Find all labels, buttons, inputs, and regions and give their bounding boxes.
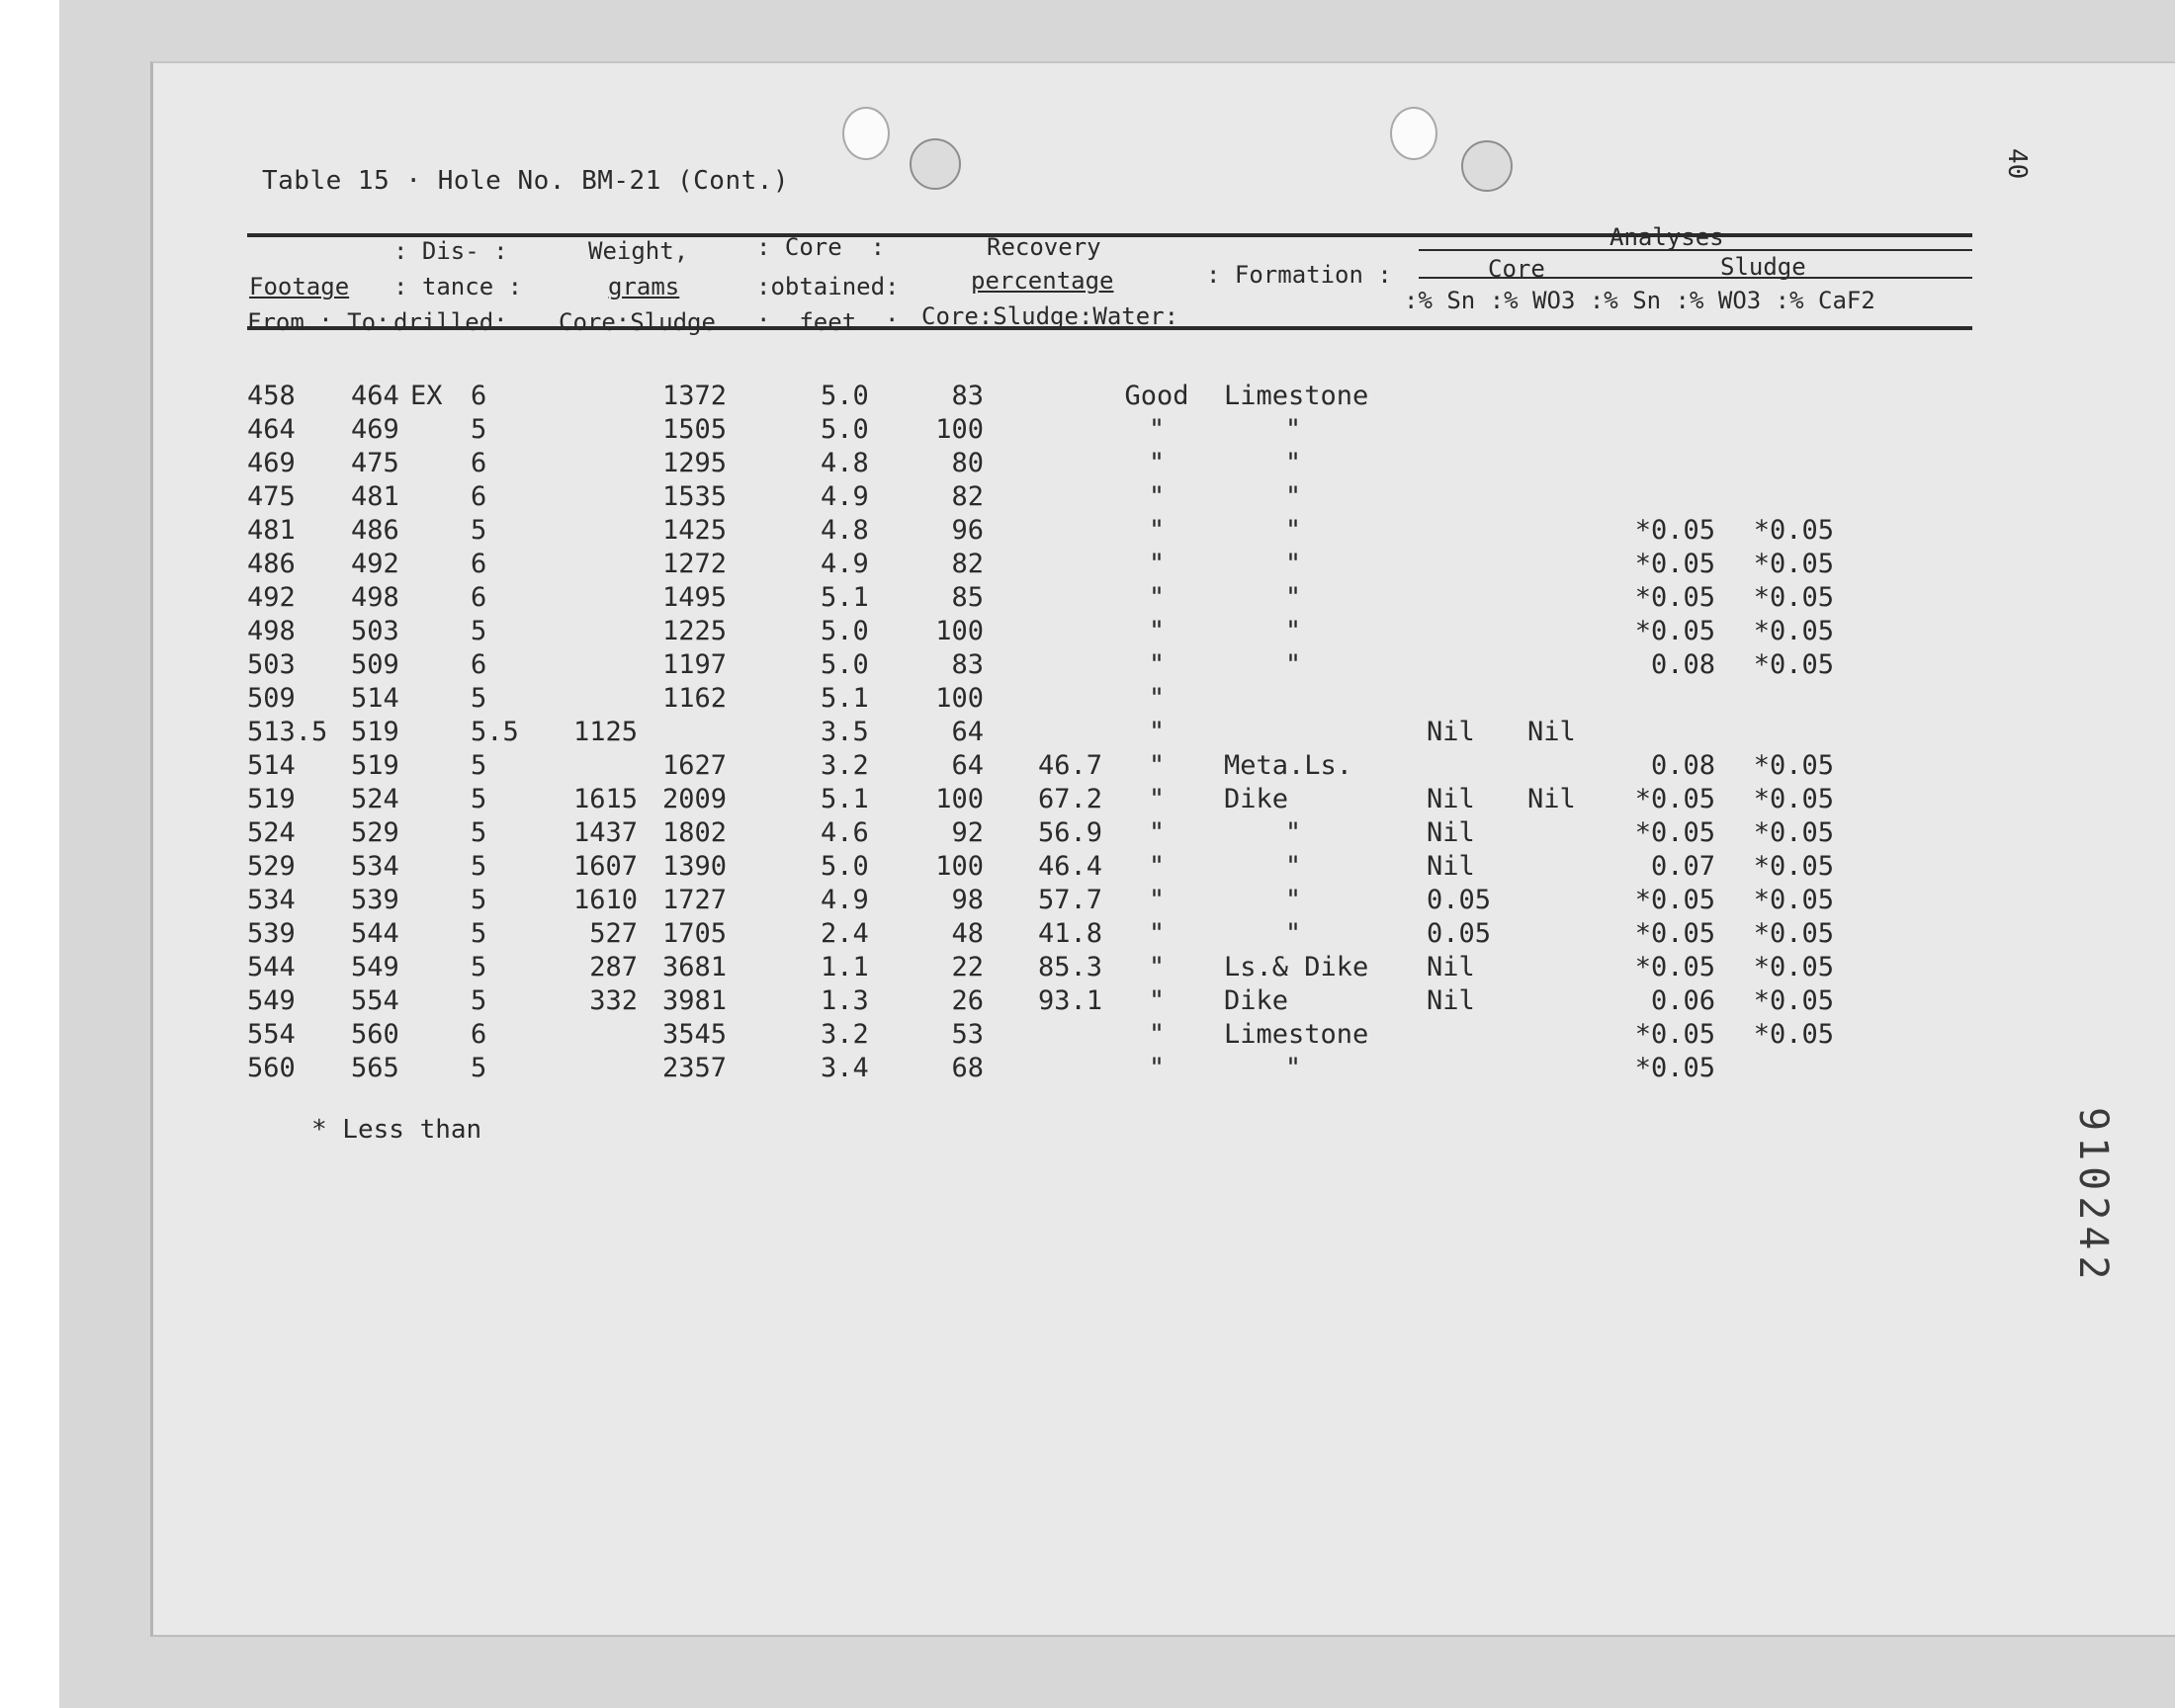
cell-core-sn: Nil (1427, 952, 1475, 982)
cell-water: " (1148, 549, 1166, 579)
cell-water: " (1148, 885, 1166, 915)
cell-to: 519 (351, 717, 399, 747)
cell-sludge-w: 1295 (661, 448, 727, 478)
cell-water: " (1148, 481, 1166, 512)
cell-core-sn: Nil (1427, 817, 1475, 848)
cell-sludge-w: 3545 (661, 1019, 727, 1050)
cell-to: 486 (351, 515, 399, 546)
cell-water: " (1148, 649, 1166, 680)
cell-sl-wo3: *0.05 (1753, 952, 1834, 982)
cell-feet: 4.6 (821, 817, 869, 848)
header-footage: Footage (249, 273, 350, 300)
cell-core-r: 80 (951, 448, 984, 478)
cell-dist: 5 (471, 750, 487, 781)
cell-formation: " (1284, 817, 1302, 848)
cell-sl-wo3: *0.05 (1753, 885, 1834, 915)
cell-to: 503 (351, 616, 399, 646)
cell-sludge-r: 93.1 (1037, 985, 1102, 1016)
cell-sl-wo3: *0.05 (1753, 784, 1834, 814)
footnote: * Less than (311, 1115, 482, 1145)
cell-sl-sn: *0.05 (1634, 784, 1715, 814)
cell-feet: 5.1 (821, 784, 869, 814)
cell-to: 565 (351, 1053, 399, 1083)
cell-feet: 5.0 (821, 616, 869, 646)
cell-formation: Limestone (1224, 381, 1369, 411)
cell-sludge-r: 46.7 (1037, 750, 1102, 781)
hole-number: Hole No. BM-21 (Cont.) (437, 166, 790, 196)
cell-water: " (1148, 1019, 1166, 1050)
cell-sl-sn: *0.05 (1634, 817, 1715, 848)
cell-to: 534 (351, 851, 399, 882)
cell-dist: 5 (471, 515, 487, 546)
cell-from: 544 (247, 952, 296, 982)
cell-to: 464 (351, 381, 399, 411)
cell-sludge-r: 57.7 (1037, 885, 1102, 915)
cell-from: 529 (247, 851, 296, 882)
cell-sl-wo3: *0.05 (1753, 649, 1834, 680)
cell-formation: Ls.& Dike (1224, 952, 1369, 982)
cell-sludge-r: 46.4 (1037, 851, 1102, 882)
cell-from: 458 (247, 381, 296, 411)
cell-feet: 4.9 (821, 885, 869, 915)
cell-dist: 6 (471, 1019, 487, 1050)
cell-core-r: 100 (935, 616, 984, 646)
cell-sl-sn: *0.05 (1634, 549, 1715, 579)
header-distance-1: : Dis- : (393, 237, 508, 265)
header-distance-2: : tance : (393, 273, 523, 300)
cell-sludge-w: 1495 (661, 582, 727, 613)
cell-core-wo3: Nil (1527, 784, 1576, 814)
header-analyses: Analyses (1610, 223, 1724, 251)
punch-hole (842, 107, 890, 160)
cell-from: 503 (247, 649, 296, 680)
cell-feet: 4.9 (821, 481, 869, 512)
cell-formation: Meta.Ls. (1224, 750, 1353, 781)
header-core-2: :obtained: (756, 273, 900, 300)
cell-dist: 6 (471, 649, 487, 680)
cell-dist: 5 (471, 817, 487, 848)
cell-sl-sn: 0.08 (1650, 649, 1715, 680)
cell-sl-sn: *0.05 (1634, 1053, 1715, 1083)
punch-mark (910, 138, 961, 190)
cell-core-r: 82 (951, 481, 984, 512)
cell-core-r: 64 (951, 750, 984, 781)
cell-core-r: 100 (935, 784, 984, 814)
cell-formation: " (1284, 918, 1302, 949)
cell-sl-wo3: *0.05 (1753, 750, 1834, 781)
cell-formation: " (1284, 549, 1302, 579)
cell-water: " (1148, 1053, 1166, 1083)
cell-core-r: 22 (951, 952, 984, 982)
cell-feet: 5.1 (821, 582, 869, 613)
cell-core-w: 287 (589, 952, 638, 982)
cell-core-r: 98 (951, 885, 984, 915)
cell-feet: 2.4 (821, 918, 869, 949)
cell-water: " (1148, 952, 1166, 982)
header-recovery-3: Core:Sludge:Water: (921, 302, 1179, 330)
cell-core-r: 83 (951, 381, 984, 411)
cell-sl-sn: *0.05 (1634, 918, 1715, 949)
cell-sl-wo3: *0.05 (1753, 851, 1834, 882)
cell-dist: 6 (471, 549, 487, 579)
cell-water: " (1148, 717, 1166, 747)
cell-to: 492 (351, 549, 399, 579)
cell-feet: 5.1 (821, 683, 869, 714)
header-weight-2: grams (608, 273, 680, 300)
cell-sl-sn: *0.05 (1634, 952, 1715, 982)
cell-to: 549 (351, 952, 399, 982)
cell-water: " (1148, 851, 1166, 882)
cell-sludge-w: 1390 (661, 851, 727, 882)
cell-core-sn: Nil (1427, 985, 1475, 1016)
cell-sl-wo3: *0.05 (1753, 515, 1834, 546)
cell-to: 529 (351, 817, 399, 848)
cell-sl-sn: *0.05 (1634, 582, 1715, 613)
cell-core-sn: Nil (1427, 784, 1475, 814)
cell-core-sn: 0.05 (1427, 885, 1492, 915)
cell-sl-wo3: *0.05 (1753, 582, 1834, 613)
cell-sl-sn: *0.05 (1634, 1019, 1715, 1050)
cell-dist: 5 (471, 1053, 487, 1083)
cell-water: Good (1124, 381, 1189, 411)
header-distance-3: drilled: (393, 308, 508, 336)
cell-sl-sn: 0.06 (1650, 985, 1715, 1016)
cell-sludge-r: 67.2 (1037, 784, 1102, 814)
cell-from: 475 (247, 481, 296, 512)
cell-from: 549 (247, 985, 296, 1016)
page-number: 40 (2002, 148, 2032, 180)
cell-dist: 6 (471, 481, 487, 512)
cell-to: 554 (351, 985, 399, 1016)
cell-from: 513.5 (247, 717, 328, 747)
cell-from: 492 (247, 582, 296, 613)
table-title: Table 15 · Hole No. BM-21 (Cont.) (262, 166, 790, 196)
cell-sl-sn: 0.08 (1650, 750, 1715, 781)
cell-core-sn: Nil (1427, 717, 1475, 747)
cell-sl-wo3: *0.05 (1753, 918, 1834, 949)
cell-formation: Limestone (1224, 1019, 1369, 1050)
cell-sludge-w: 1802 (661, 817, 727, 848)
header-recovery-2: percentage (971, 267, 1114, 295)
cell-core-wo3: Nil (1527, 717, 1576, 747)
cell-core-w: 1615 (572, 784, 638, 814)
cell-from: 469 (247, 448, 296, 478)
cell-water: " (1148, 515, 1166, 546)
cell-from: 534 (247, 885, 296, 915)
cell-feet: 4.9 (821, 549, 869, 579)
cell-core-r: 100 (935, 414, 984, 445)
cell-sl-wo3: *0.05 (1753, 817, 1834, 848)
cell-core-w: 527 (589, 918, 638, 949)
cell-feet: 3.4 (821, 1053, 869, 1083)
cell-sludge-w: 1197 (661, 649, 727, 680)
cell-formation: " (1284, 616, 1302, 646)
cell-sl-sn: 0.07 (1650, 851, 1715, 882)
cell-water: " (1148, 750, 1166, 781)
cell-feet: 1.3 (821, 985, 869, 1016)
cell-from: 524 (247, 817, 296, 848)
cell-sludge-w: 1535 (661, 481, 727, 512)
cell-sludge-w: 1705 (661, 918, 727, 949)
cell-sludge-w: 1225 (661, 616, 727, 646)
cell-sludge-w: 1162 (661, 683, 727, 714)
cell-dist: 6 (471, 381, 487, 411)
cell-formation: Dike (1224, 985, 1289, 1016)
cell-feet: 5.0 (821, 414, 869, 445)
cell-feet: 5.0 (821, 381, 869, 411)
cell-sludge-w: 1372 (661, 381, 727, 411)
cell-bit: EX (410, 381, 443, 411)
cell-dist: 5 (471, 985, 487, 1016)
cell-formation: " (1284, 851, 1302, 882)
cell-water: " (1148, 448, 1166, 478)
cell-to: 514 (351, 683, 399, 714)
cell-core-r: 68 (951, 1053, 984, 1083)
cell-sludge-w: 3981 (661, 985, 727, 1016)
cell-from: 560 (247, 1053, 296, 1083)
cell-feet: 3.2 (821, 750, 869, 781)
cell-from: 514 (247, 750, 296, 781)
cell-feet: 5.0 (821, 649, 869, 680)
cell-to: 519 (351, 750, 399, 781)
cell-water: " (1148, 918, 1166, 949)
cell-core-r: 83 (951, 649, 984, 680)
cell-from: 539 (247, 918, 296, 949)
cell-sludge-w: 1627 (661, 750, 727, 781)
cell-dist: 5 (471, 784, 487, 814)
cell-to: 481 (351, 481, 399, 512)
cell-to: 544 (351, 918, 399, 949)
cell-from: 498 (247, 616, 296, 646)
cell-core-r: 53 (951, 1019, 984, 1050)
cell-core-r: 64 (951, 717, 984, 747)
cell-core-r: 82 (951, 549, 984, 579)
cell-sludge-r: 41.8 (1037, 918, 1102, 949)
cell-to: 560 (351, 1019, 399, 1050)
cell-from: 509 (247, 683, 296, 714)
cell-core-r: 92 (951, 817, 984, 848)
cell-to: 469 (351, 414, 399, 445)
cell-formation: " (1284, 515, 1302, 546)
cell-dist: 6 (471, 582, 487, 613)
cell-from: 481 (247, 515, 296, 546)
cell-core-sn: Nil (1427, 851, 1475, 882)
punch-mark (1461, 140, 1513, 192)
cell-dist: 5 (471, 683, 487, 714)
cell-sludge-w: 1425 (661, 515, 727, 546)
document-id: 910242 (2070, 1107, 2116, 1286)
cell-core-w: 1125 (572, 717, 638, 747)
header-from-to: From : To: (247, 308, 391, 336)
cell-feet: 1.1 (821, 952, 869, 982)
cell-dist: 6 (471, 448, 487, 478)
cell-from: 464 (247, 414, 296, 445)
cell-sludge-r: 56.9 (1037, 817, 1102, 848)
cell-formation: Dike (1224, 784, 1289, 814)
cell-sl-wo3: *0.05 (1753, 985, 1834, 1016)
header-weight-3: Core:Sludge (559, 308, 716, 336)
cell-feet: 4.8 (821, 515, 869, 546)
cell-water: " (1148, 616, 1166, 646)
cell-core-w: 332 (589, 985, 638, 1016)
cell-sl-sn: *0.05 (1634, 515, 1715, 546)
cell-dist: 5 (471, 885, 487, 915)
cell-sludge-w: 3681 (661, 952, 727, 982)
cell-sl-wo3: *0.05 (1753, 549, 1834, 579)
header-core-1: : Core : (756, 233, 886, 261)
cell-core-w: 1607 (572, 851, 638, 882)
cell-core-r: 100 (935, 683, 984, 714)
cell-sludge-w: 2009 (661, 784, 727, 814)
cell-sludge-r: 85.3 (1037, 952, 1102, 982)
header-sludge-group: Sludge (1720, 253, 1806, 281)
cell-formation: " (1284, 448, 1302, 478)
cell-feet: 3.5 (821, 717, 869, 747)
header-core-3: : feet : (756, 308, 900, 336)
cell-dist: 5 (471, 851, 487, 882)
header-core-group: Core (1488, 255, 1545, 283)
cell-sl-sn: *0.05 (1634, 616, 1715, 646)
cell-water: " (1148, 582, 1166, 613)
header-recovery-1: Recovery (987, 233, 1101, 261)
cell-dist: 5 (471, 918, 487, 949)
cell-sludge-w: 2357 (661, 1053, 727, 1083)
cell-water: " (1148, 784, 1166, 814)
punch-hole (1390, 107, 1437, 160)
cell-core-r: 85 (951, 582, 984, 613)
cell-water: " (1148, 414, 1166, 445)
cell-water: " (1148, 985, 1166, 1016)
cell-feet: 4.8 (821, 448, 869, 478)
cell-core-r: 96 (951, 515, 984, 546)
cell-from: 519 (247, 784, 296, 814)
cell-formation: " (1284, 1053, 1302, 1083)
cell-to: 475 (351, 448, 399, 478)
cell-to: 498 (351, 582, 399, 613)
cell-core-w: 1610 (572, 885, 638, 915)
cell-feet: 3.2 (821, 1019, 869, 1050)
cell-sludge-w: 1727 (661, 885, 727, 915)
cell-feet: 5.0 (821, 851, 869, 882)
cell-sludge-w: 1272 (661, 549, 727, 579)
cell-dist: 5.5 (471, 717, 519, 747)
cell-to: 524 (351, 784, 399, 814)
cell-core-r: 26 (951, 985, 984, 1016)
cell-formation: " (1284, 582, 1302, 613)
cell-core-w: 1437 (572, 817, 638, 848)
cell-sl-sn: *0.05 (1634, 885, 1715, 915)
header-formation: : Formation : (1206, 261, 1392, 289)
header-weight-1: Weight, (588, 237, 689, 265)
cell-water: " (1148, 817, 1166, 848)
cell-core-sn: 0.05 (1427, 918, 1492, 949)
cell-core-r: 100 (935, 851, 984, 882)
header-analysis-subcolumns: :% Sn :% WO3 :% Sn :% WO3 :% CaF2 (1404, 287, 1875, 314)
cell-dist: 5 (471, 616, 487, 646)
cell-dist: 5 (471, 414, 487, 445)
cell-sludge-w: 1505 (661, 414, 727, 445)
cell-from: 486 (247, 549, 296, 579)
cell-dist: 5 (471, 952, 487, 982)
cell-formation: " (1284, 649, 1302, 680)
cell-from: 554 (247, 1019, 296, 1050)
cell-core-r: 48 (951, 918, 984, 949)
cell-formation: " (1284, 481, 1302, 512)
table-label: Table 15 (262, 166, 391, 196)
cell-water: " (1148, 683, 1166, 714)
cell-sl-wo3: *0.05 (1753, 1019, 1834, 1050)
cell-sl-wo3: *0.05 (1753, 616, 1834, 646)
cell-formation: " (1284, 885, 1302, 915)
cell-formation: " (1284, 414, 1302, 445)
cell-to: 539 (351, 885, 399, 915)
cell-to: 509 (351, 649, 399, 680)
